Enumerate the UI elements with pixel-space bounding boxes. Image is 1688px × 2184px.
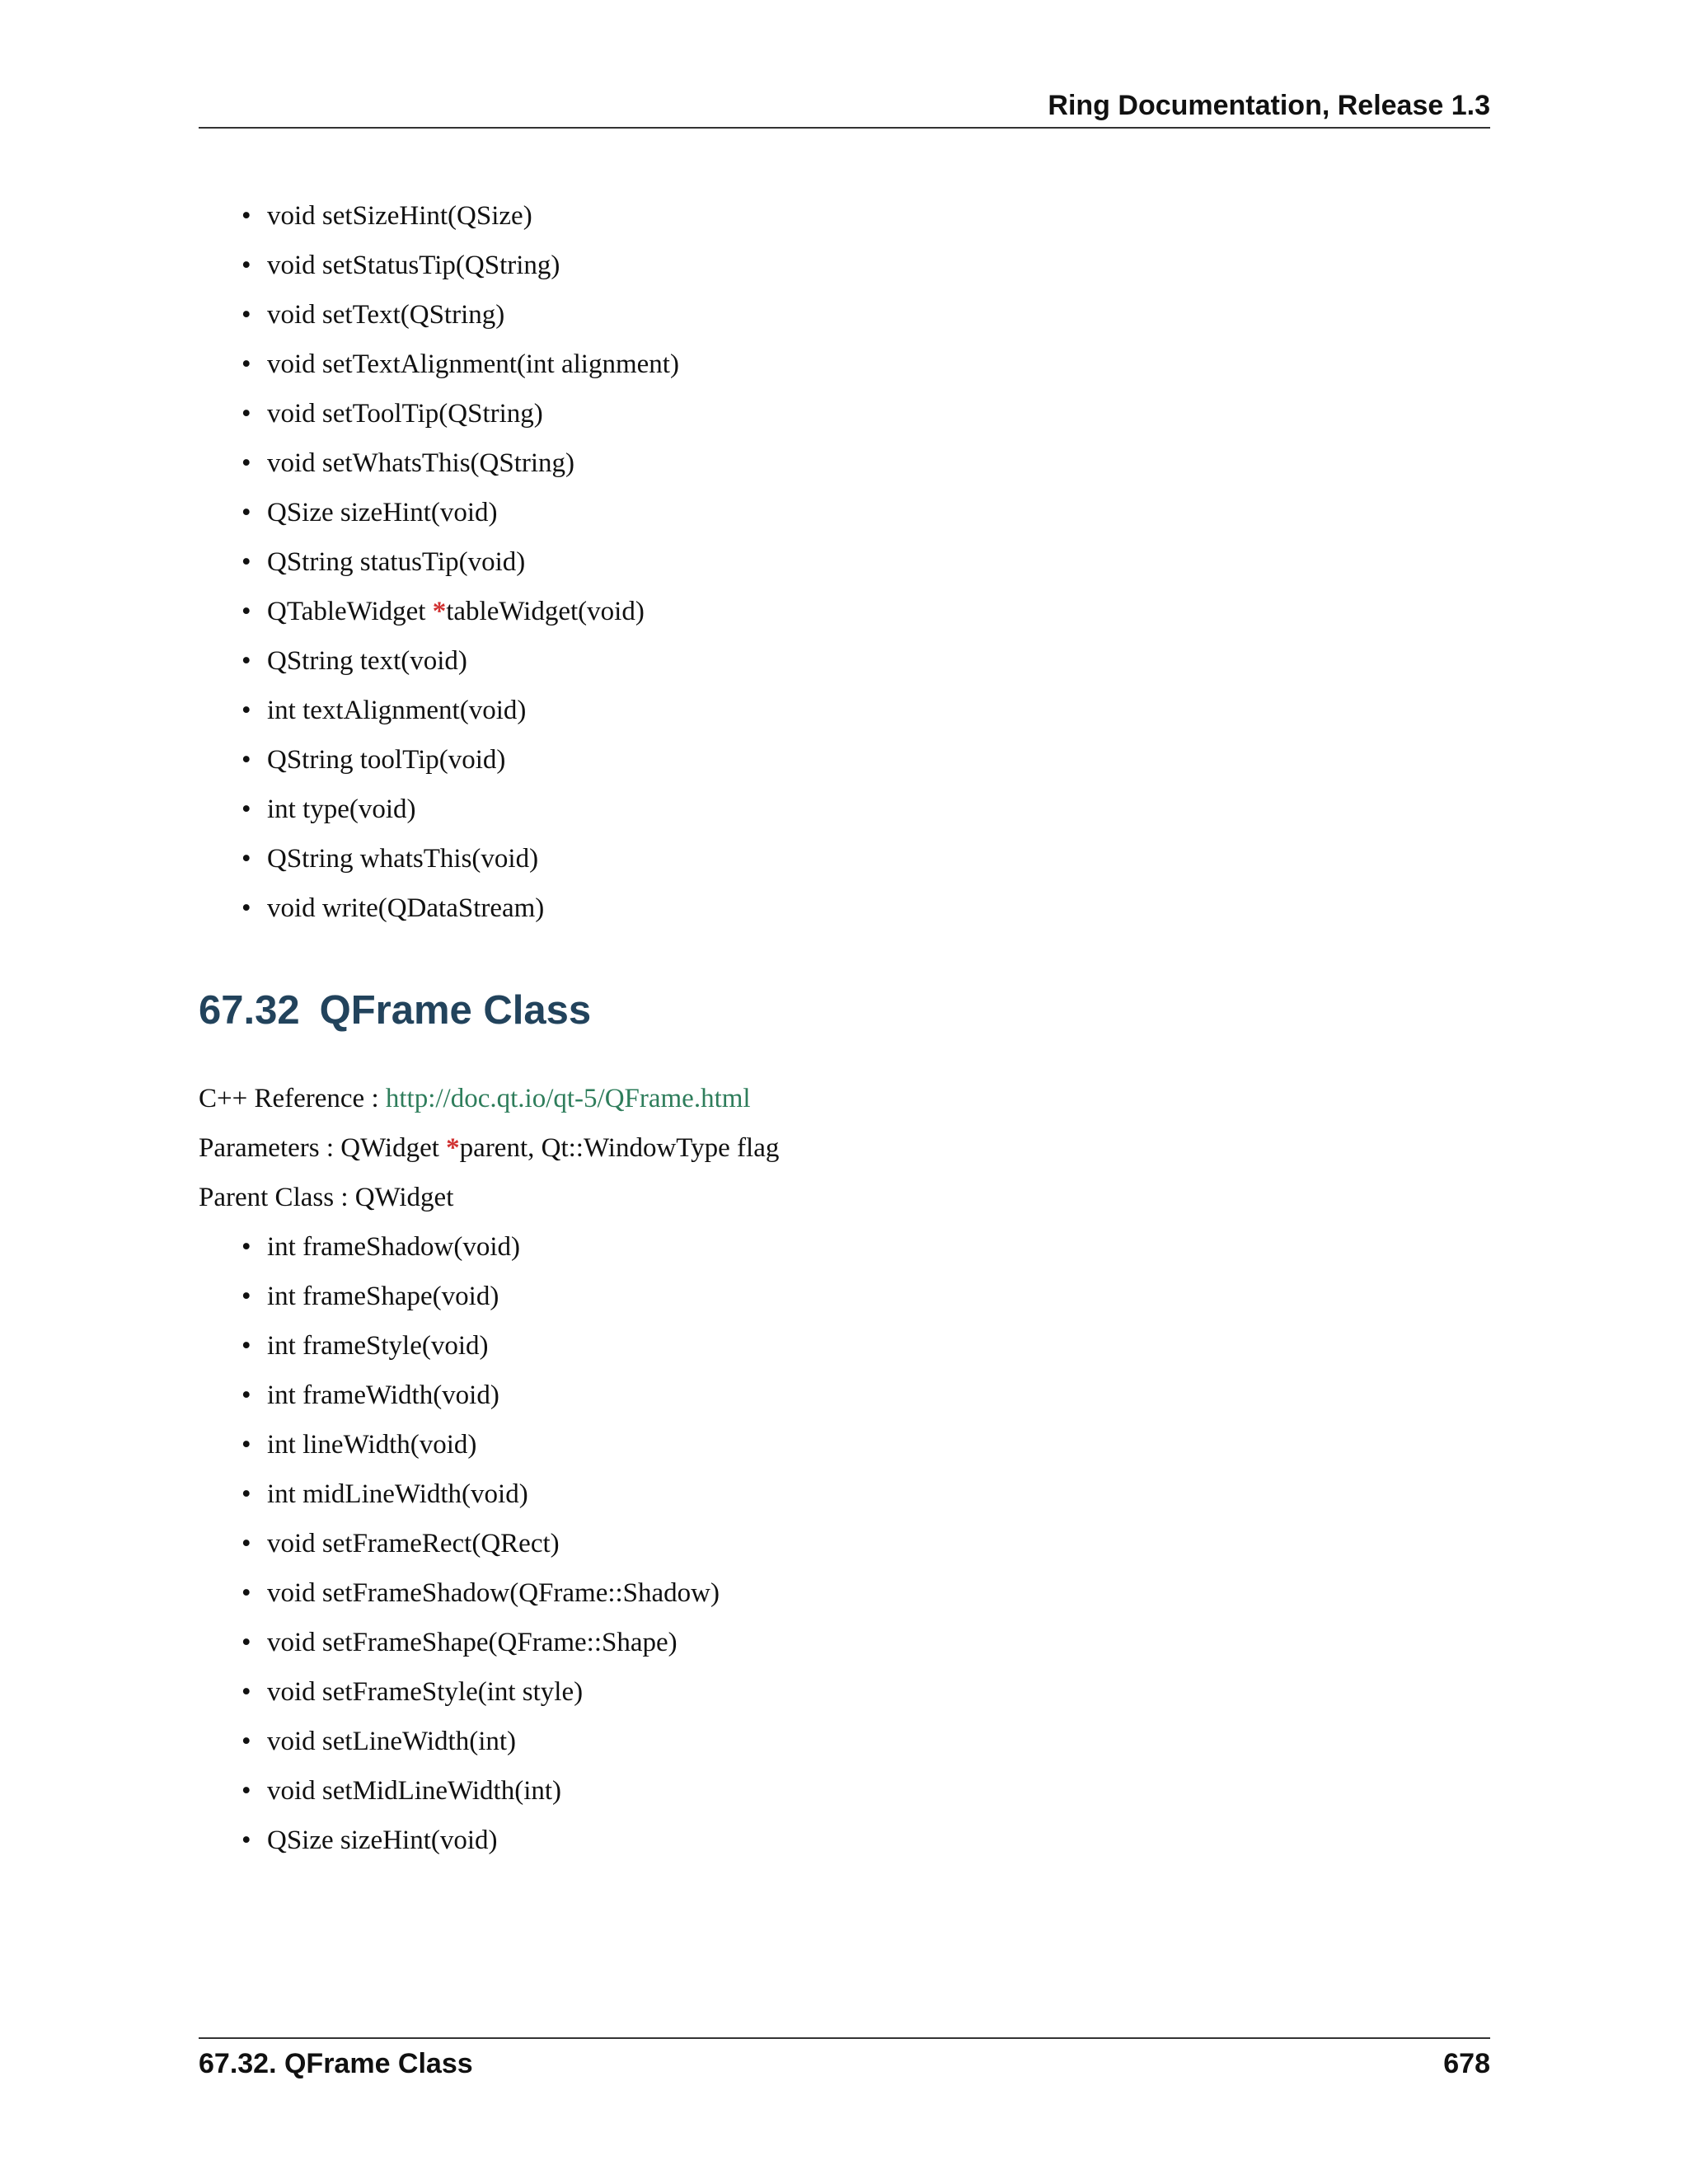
parameters-rest: parent, Qt::WindowType flag — [459, 1133, 780, 1163]
bullet-icon: • — [241, 844, 251, 874]
list-item — [241, 397, 679, 447]
list-item — [241, 1379, 720, 1428]
bullet-icon: • — [241, 1825, 251, 1855]
bullet-icon: • — [241, 1282, 251, 1311]
bullet-icon: • — [241, 1232, 251, 1262]
footer-section: 67.32. QFrame Class — [199, 2048, 473, 2079]
list-item — [241, 1626, 720, 1675]
page-header — [199, 89, 1490, 129]
method-signature: void setFrameShadow(QFrame::Shadow) — [267, 1578, 720, 1608]
list-item — [241, 298, 679, 348]
bullet-icon: • — [241, 349, 251, 379]
list-item — [241, 694, 679, 743]
parameters-label: Parameters : QWidget — [199, 1133, 447, 1163]
list-item — [241, 348, 679, 397]
list-item — [241, 793, 679, 842]
list-item — [241, 1280, 720, 1329]
section-title: QFrame Class — [319, 988, 592, 1033]
list-item — [241, 447, 679, 496]
list-item — [241, 1230, 720, 1280]
list-item — [241, 1478, 720, 1527]
list-item — [241, 644, 679, 694]
bullet-icon: • — [241, 696, 251, 725]
list-item — [241, 1725, 720, 1774]
list-item — [241, 546, 679, 595]
list-item — [241, 1774, 720, 1824]
bullet-icon: • — [241, 646, 251, 676]
method-signature: QString toolTip(void) — [267, 745, 506, 775]
cpp-reference-link[interactable]: http://doc.qt.io/qt-5/QFrame.html — [385, 1084, 751, 1113]
bullet-icon: • — [241, 1628, 251, 1657]
parameters — [199, 1132, 779, 1165]
list-item — [241, 496, 679, 546]
method-signature: int frameStyle(void) — [267, 1331, 489, 1361]
method-signature: int frameShape(void) — [267, 1282, 499, 1311]
method-signature: void setWhatsThis(QString) — [267, 448, 575, 478]
method-signature: int frameShadow(void) — [267, 1232, 521, 1262]
bullet-icon: • — [241, 1479, 251, 1509]
pointer-asterisk: * — [432, 597, 447, 626]
cpp-reference-label: C++ Reference : — [199, 1084, 386, 1113]
method-signature: int frameWidth(void) — [267, 1380, 499, 1410]
list-item — [241, 1577, 720, 1626]
method-signature: void setToolTip(QString) — [267, 399, 543, 429]
method-signature: int midLineWidth(void) — [267, 1479, 528, 1509]
bullet-icon: • — [241, 251, 251, 280]
bullet-icon: • — [241, 547, 251, 577]
bullet-icon: • — [241, 1578, 251, 1608]
method-list-previous-class — [241, 199, 679, 941]
section-heading — [199, 986, 591, 1035]
bullet-icon: • — [241, 794, 251, 824]
method-signature: void setTextAlignment(int alignment) — [267, 349, 679, 379]
list-item — [241, 199, 679, 249]
bullet-icon: • — [241, 597, 251, 626]
list-item — [241, 595, 679, 644]
list-item — [241, 1824, 720, 1873]
parent-class: Parent Class : QWidget — [199, 1183, 454, 1212]
method-signature: void setMidLineWidth(int) — [267, 1776, 562, 1806]
method-signature: QSize sizeHint(void) — [267, 1825, 498, 1855]
bullet-icon: • — [241, 1430, 251, 1460]
bullet-icon: • — [241, 300, 251, 330]
bullet-icon: • — [241, 1727, 251, 1756]
cpp-reference — [199, 1082, 751, 1115]
bullet-icon: • — [241, 1529, 251, 1558]
pointer-asterisk: * — [446, 1133, 460, 1163]
bullet-icon: • — [241, 745, 251, 775]
bullet-icon: • — [241, 448, 251, 478]
method-signature: QString text(void) — [267, 646, 467, 676]
section-number: 67.32 — [199, 988, 300, 1033]
method-signature: QSize sizeHint(void) — [267, 498, 498, 527]
method-signature: void setStatusTip(QString) — [267, 251, 560, 280]
method-signature: int lineWidth(void) — [267, 1430, 477, 1460]
method-signature: int textAlignment(void) — [267, 696, 527, 725]
list-item — [241, 1527, 720, 1577]
bullet-icon: • — [241, 1776, 251, 1806]
method-signature-part: tableWidget(void) — [446, 597, 645, 626]
bullet-icon: • — [241, 1677, 251, 1707]
method-signature: QString statusTip(void) — [267, 547, 526, 577]
header-title: Ring Documentation, Release 1.3 — [1048, 90, 1490, 121]
method-signature: void setSizeHint(QSize) — [267, 201, 532, 231]
method-signature-part: QTableWidget — [267, 597, 433, 626]
bullet-icon: • — [241, 201, 251, 231]
bullet-icon: • — [241, 1380, 251, 1410]
bullet-icon: • — [241, 399, 251, 429]
list-item — [241, 892, 679, 941]
bullet-icon: • — [241, 498, 251, 527]
page-number: 678 — [1443, 2048, 1490, 2079]
method-signature: void setFrameRect(QRect) — [267, 1529, 560, 1558]
method-signature: void setFrameStyle(int style) — [267, 1677, 584, 1707]
bullet-icon: • — [241, 893, 251, 923]
list-item — [241, 1329, 720, 1379]
method-signature: int type(void) — [267, 794, 416, 824]
method-signature: void write(QDataStream) — [267, 893, 545, 923]
list-item — [241, 1675, 720, 1725]
bullet-icon: • — [241, 1331, 251, 1361]
method-signature: QString whatsThis(void) — [267, 844, 539, 874]
method-list-qframe — [241, 1230, 720, 1873]
list-item — [241, 842, 679, 892]
method-signature: void setText(QString) — [267, 300, 505, 330]
list-item — [241, 743, 679, 793]
method-signature: void setLineWidth(int) — [267, 1727, 517, 1756]
method-signature: void setFrameShape(QFrame::Shape) — [267, 1628, 678, 1657]
list-item — [241, 249, 679, 298]
list-item — [241, 1428, 720, 1478]
page-footer — [199, 2037, 1490, 2080]
